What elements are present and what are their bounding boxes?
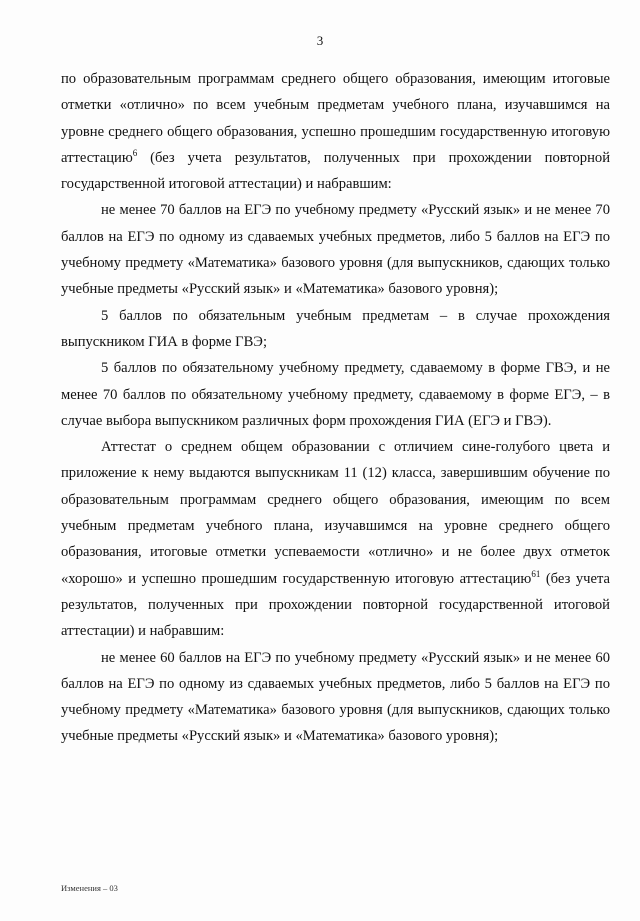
page-number: 3	[316, 33, 324, 48]
paragraph-1	[61, 66, 610, 197]
paragraph-text-tail: (без учета результатов, полученных при прохождении повторной государственной итоговой аттестации) и набравшим:	[61, 570, 610, 640]
paragraph-6: не менее 60 баллов на ЕГЭ по учебному предмету «Русский язык» и не менее 60 баллов на ЕГЭ по одному из сдаваемых учебных предметов, либо 5 баллов на ЕГЭ по учебному предмету «Математика» базового уровня (для выпускников, сдающих только учебные предметы «Русский язык» и «Математика» базового уровня);	[61, 649, 610, 745]
footnote-ref: 6	[132, 148, 138, 159]
paragraph-2: не менее 70 баллов на ЕГЭ по учебному предмету «Русский язык» и не менее 70 баллов на ЕГЭ по одному из сдаваемых учебных предметов, либо 5 баллов на ЕГЭ по учебному предмету «Математика» базового уровня (для выпускников, сдающих только учебные предметы «Русский язык» и «Математика» базового уровня);	[61, 202, 610, 298]
paragraph-text: по образовательным программам среднего общего образования, имеющим итоговые отметки «отлично» по всем учебным предметам учебного плана, изучавшимся на уровне среднего общего образования, успешно прошедшим государственную итоговую аттестацию	[61, 71, 610, 166]
paragraph-text-tail: (без учета результатов, полученных при прохождении повторной государственной итоговой аттестации) и набравшим:	[61, 149, 610, 193]
document-body	[61, 66, 610, 750]
paragraph-text: Аттестат о среднем общем образовании с отличием сине-голубого цвета и приложение к нему выдаются выпускникам 11 (12) класса, завершившим обучение по образовательным программам среднего общего образования, имеющим по всем учебным предметам учебного плана, изучавшимся на уровне среднего общего образования, итоговые отметки успеваемости «отлично» и не более двух отметок «хорошо» и успешно прошедшим государственную итоговую аттестацию	[61, 439, 610, 587]
footnote-ref: 61	[531, 568, 541, 579]
paragraph-5	[61, 434, 610, 644]
paragraph-4: 5 баллов по обязательному учебному предмету, сдаваемому в форме ГВЭ, и не менее 70 баллов по обязательному учебному предмету, сдаваемому в форме ЕГЭ, – в случае выбора выпускником различных форм прохождения ГИА (ЕГЭ и ГВЭ).	[61, 360, 610, 429]
footer-revision: Изменения – 03	[61, 883, 118, 893]
paragraph-3: 5 баллов по обязательным учебным предметам – в случае прохождения выпускником ГИА в форме ГВЭ;	[61, 307, 610, 350]
